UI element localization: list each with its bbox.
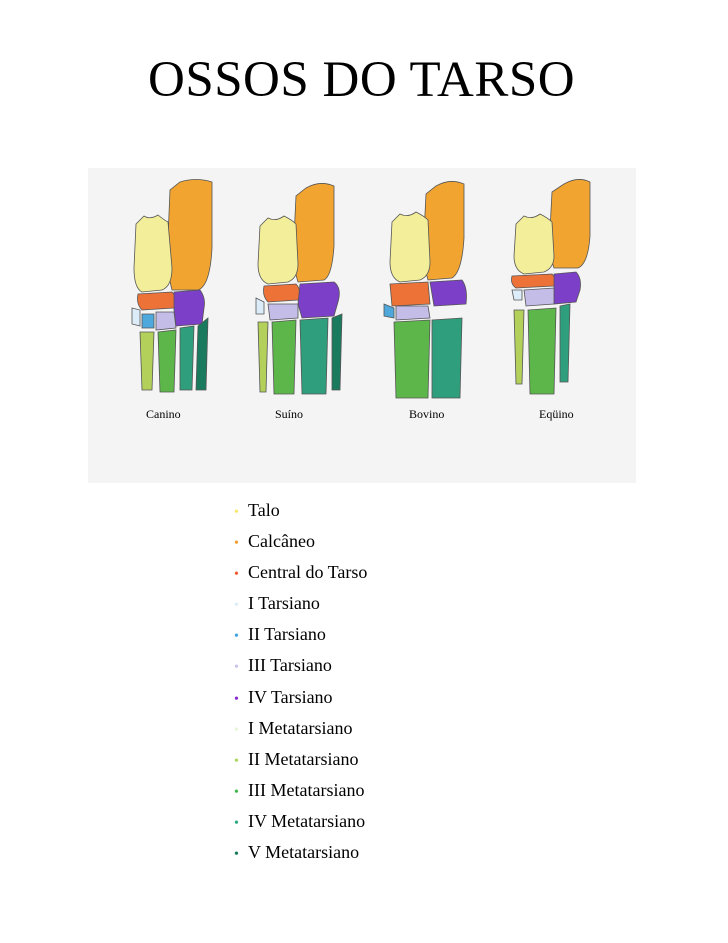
metatarsal-iv-bone — [300, 318, 328, 394]
tarsal-i-bone — [512, 290, 522, 300]
calcaneus-bone — [294, 183, 335, 282]
metatarsal-iii-bone — [158, 330, 176, 392]
tarsal-iv-bone — [174, 290, 205, 326]
legend-bullet: • — [234, 815, 239, 831]
legend-label: III Tarsiano — [248, 655, 332, 676]
metatarsal-v-bone — [196, 318, 208, 390]
legend-label: II Tarsiano — [248, 624, 326, 645]
metatarsal-iv-bone — [560, 304, 570, 382]
metatarsal-iv-bone — [432, 318, 462, 398]
tarsus-illustration — [88, 168, 636, 483]
legend-bullet: • — [234, 847, 239, 863]
tarsal-iv-bone — [298, 282, 339, 318]
legend-item — [234, 717, 367, 748]
legend-label: Calcâneo — [248, 531, 315, 552]
legend-item — [234, 686, 367, 717]
bovino-tarsus — [384, 181, 467, 398]
legend-item — [234, 623, 367, 654]
legend-label: Talo — [248, 500, 280, 520]
calcaneus-bone — [550, 179, 591, 268]
legend-item — [234, 561, 367, 592]
tarsal-ii-bone — [142, 314, 154, 328]
metatarsal-ii-bone — [258, 322, 268, 392]
legend-item — [234, 530, 367, 561]
metatarsal-v-bone — [332, 314, 342, 390]
legend-bullet: • — [234, 567, 239, 583]
legend-item — [234, 841, 367, 872]
legend-item — [234, 654, 367, 685]
legend-label: I Metatarsiano — [248, 717, 353, 738]
tarsal-i-bone — [132, 308, 140, 326]
tarsal-iii-bone — [524, 288, 554, 306]
species-label-canino: Canino — [146, 407, 181, 421]
central-tarsal-bone — [138, 292, 176, 310]
legend-bullet: • — [234, 629, 239, 645]
page-title: OSSOS DO TARSO — [148, 52, 576, 108]
talus-bone — [514, 214, 554, 274]
bone-legend — [234, 499, 367, 872]
legend-bullet: • — [234, 784, 239, 800]
metatarsal-iv-bone — [180, 326, 194, 390]
tarsus-figure — [88, 168, 636, 483]
legend-label: II Metatarsiano — [248, 748, 359, 769]
tarsal-iii-bone — [396, 306, 430, 320]
legend-label: IV Metatarsiano — [248, 810, 366, 831]
species-label-equino: Eqüino — [539, 407, 574, 421]
legend-item — [234, 810, 367, 841]
legend-item — [234, 592, 367, 623]
suino-tarsus — [256, 183, 342, 394]
metatarsal-iii-bone — [394, 320, 430, 398]
talus-bone — [390, 212, 430, 282]
legend-label: V Metatarsiano — [248, 842, 360, 863]
legend-item — [234, 748, 367, 779]
calcaneus-bone — [168, 180, 213, 291]
central-tarsal-bone — [264, 284, 300, 302]
legend-bullet: • — [234, 598, 239, 614]
legend-bullet: • — [234, 722, 239, 738]
legend-label: Central do Tarso — [248, 562, 368, 583]
legend-label: III Metatarsiano — [248, 779, 365, 800]
legend-bullet: • — [234, 536, 239, 552]
central-tarsal-bone — [390, 282, 430, 306]
legend-item — [234, 499, 367, 530]
legend-label: IV Tarsiano — [248, 686, 333, 707]
tarsal-iv-bone — [430, 280, 467, 306]
talus-bone — [134, 215, 172, 292]
legend-bullet: • — [234, 753, 239, 769]
legend-bullet: • — [234, 691, 239, 707]
metatarsal-ii-bone — [140, 332, 154, 390]
equino-tarsus — [512, 179, 591, 394]
legend-bullet: • — [234, 660, 239, 676]
legend-label: I Tarsiano — [248, 593, 320, 614]
legend-bullet: • — [234, 505, 239, 520]
metatarsal-iii-bone — [528, 308, 556, 394]
tarsal-i-bone — [256, 298, 264, 314]
species-label-suino: Suíno — [275, 407, 304, 421]
tarsal-iii-bone — [268, 304, 298, 320]
talus-bone — [258, 216, 298, 284]
canino-tarsus — [132, 180, 212, 393]
legend-item — [234, 779, 367, 810]
tarsal-iii-bone — [156, 312, 176, 330]
species-label-bovino: Bovino — [409, 407, 445, 421]
tarsal-iv-bone — [554, 272, 581, 304]
metatarsal-ii-bone — [514, 310, 524, 384]
central-tarsal-bone — [512, 274, 556, 288]
metatarsal-iii-bone — [272, 320, 296, 394]
